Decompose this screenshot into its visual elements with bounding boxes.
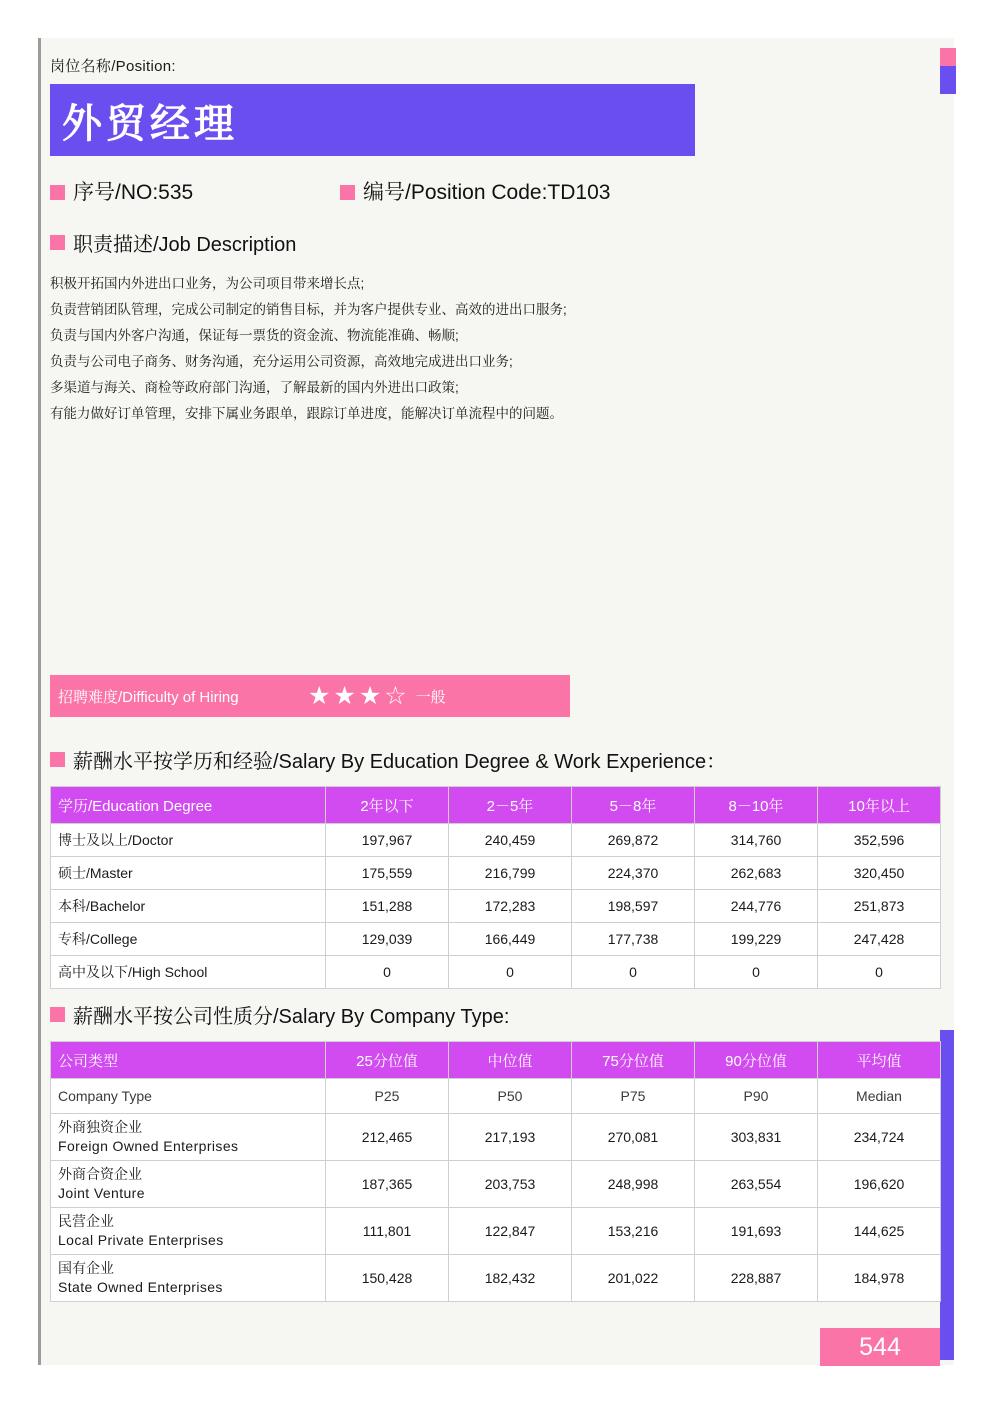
table-row [51, 824, 941, 857]
cell-value: 129,039 [326, 923, 449, 956]
cell-value: 144,625 [818, 1208, 941, 1255]
column-header: 25分位值 [326, 1042, 449, 1079]
cell-value: 150,428 [326, 1255, 449, 1302]
table-row [51, 1114, 941, 1161]
cell-value: 196,620 [818, 1161, 941, 1208]
position-code-item [340, 176, 610, 206]
column-header: 8－10年 [695, 787, 818, 824]
cell-value: 151,288 [326, 890, 449, 923]
cell-value: 0 [449, 956, 572, 989]
cell-value: 177,738 [572, 923, 695, 956]
job-description-line: 负责与国内外客户沟通，保证每一票货的资金流、物流能准确、畅顺; [50, 328, 459, 343]
cell-value: 187,365 [326, 1161, 449, 1208]
salary-by-education-table [50, 786, 941, 989]
pink-square-bullet-icon [340, 185, 355, 200]
job-description-line: 负责营销团队管理，完成公司制定的销售目标，并为客户提供专业、高效的进出口服务; [50, 302, 567, 317]
cell-value: 197,967 [326, 824, 449, 857]
job-description-line: 积极开拓国内外进出口业务，为公司项目带来增长点; [50, 276, 365, 291]
cell-value: 224,370 [572, 857, 695, 890]
cell-value: 217,193 [449, 1114, 572, 1161]
table-row [51, 1208, 941, 1255]
cell-value: 184,978 [818, 1255, 941, 1302]
column-header: 平均值 [818, 1042, 941, 1079]
subheader-label: P50 [449, 1079, 572, 1114]
cell-value: 352,596 [818, 824, 941, 857]
job-description-body [50, 271, 940, 427]
star-rating-icon: ★★★☆ [308, 681, 410, 710]
difficulty-note: 一般 [415, 688, 446, 706]
document-content [50, 55, 940, 1295]
cell-value: 0 [695, 956, 818, 989]
cell-value: 228,887 [695, 1255, 818, 1302]
cell-value: 270,081 [572, 1114, 695, 1161]
row-label-cn: 外商合资企业 [58, 1166, 142, 1182]
cell-value: 175,559 [326, 857, 449, 890]
cell-value: 263,554 [695, 1161, 818, 1208]
column-header: 学历/Education Degree [51, 787, 326, 824]
cell-value: 0 [818, 956, 941, 989]
cell-value: 172,283 [449, 890, 572, 923]
row-label-cn: 民营企业 [58, 1213, 114, 1229]
cell-value: 320,450 [818, 857, 941, 890]
row-label-cn: 外商独资企业 [58, 1119, 142, 1135]
pink-square-bullet-icon [50, 752, 65, 767]
pink-square-bullet-icon [50, 1007, 65, 1022]
cell-value: 303,831 [695, 1114, 818, 1161]
right-edge-pink-marker [940, 48, 956, 66]
page-number-badge: 544 [820, 1328, 940, 1366]
subheader-label: P90 [695, 1079, 818, 1114]
table-subheader-row [51, 1079, 941, 1114]
row-label [51, 1255, 326, 1302]
row-label-en: State Owned Enterprises [58, 1279, 223, 1295]
left-rule-divider [38, 38, 41, 1365]
subheader-label: P25 [326, 1079, 449, 1114]
table-row [51, 923, 941, 956]
right-edge-strip [940, 1030, 954, 1360]
difficulty-label: 招聘难度/Difficulty of Hiring [58, 688, 239, 706]
column-header: 10年以上 [818, 787, 941, 824]
row-label-en: Joint Venture [58, 1185, 145, 1201]
column-header: 5－8年 [572, 787, 695, 824]
identifiers-row [50, 176, 940, 206]
row-label-cn: 国有企业 [58, 1260, 114, 1276]
row-label [51, 1114, 326, 1161]
salary-by-company-type-table [50, 1041, 941, 1302]
table-header-row [51, 1042, 941, 1079]
cell-value: 198,597 [572, 890, 695, 923]
column-header: 中位值 [449, 1042, 572, 1079]
row-label: 本科/Bachelor [51, 890, 326, 923]
row-label: 博士及以上/Doctor [51, 824, 326, 857]
cell-value: 240,459 [449, 824, 572, 857]
position-title-bar [50, 84, 695, 156]
column-header: 公司类型 [51, 1042, 326, 1079]
row-label [51, 1161, 326, 1208]
job-description-heading [50, 228, 940, 257]
cell-value: 122,847 [449, 1208, 572, 1255]
table-header-row [51, 787, 941, 824]
table-row [51, 956, 941, 989]
cell-value: 153,216 [572, 1208, 695, 1255]
table-row [51, 857, 941, 890]
cell-value: 248,998 [572, 1161, 695, 1208]
cell-value: 269,872 [572, 824, 695, 857]
page-title: 外贸经理 [62, 101, 238, 146]
cell-value: 191,693 [695, 1208, 818, 1255]
row-label: 高中及以下/High School [51, 956, 326, 989]
position-code-label: 编号/Position Code:TD103 [363, 181, 611, 204]
cell-value: 182,432 [449, 1255, 572, 1302]
row-label: 硕士/Master [51, 857, 326, 890]
table-row [51, 1255, 941, 1302]
cell-value: 251,873 [818, 890, 941, 923]
job-description-line: 多渠道与海关、商检等政府部门沟通，了解最新的国内外进出口政策; [50, 380, 459, 395]
cell-value: 262,683 [695, 857, 818, 890]
salary-by-company-type-heading-text: 薪酬水平按公司性质分/Salary By Company Type: [73, 1006, 510, 1028]
row-label-en: Foreign Owned Enterprises [58, 1138, 239, 1154]
row-label-en: Local Private Enterprises [58, 1232, 224, 1248]
salary-by-company-type-heading [50, 1000, 940, 1029]
job-description-line: 有能力做好订单管理，安排下属业务跟单，跟踪订单进度，能解决订单流程中的问题。 [50, 406, 563, 421]
cell-value: 203,753 [449, 1161, 572, 1208]
table-row [51, 1161, 941, 1208]
column-header: 90分位值 [695, 1042, 818, 1079]
salary-by-education-heading [50, 745, 940, 774]
cell-value: 201,022 [572, 1255, 695, 1302]
subheader-label: Median [818, 1079, 941, 1114]
job-description-line: 负责与公司电子商务、财务沟通，充分运用公司资源，高效地完成进出口业务; [50, 354, 513, 369]
difficulty-of-hiring-banner [50, 675, 570, 717]
cell-value: 314,760 [695, 824, 818, 857]
cell-value: 234,724 [818, 1114, 941, 1161]
cell-value: 247,428 [818, 923, 941, 956]
salary-by-company-type-section [50, 1000, 940, 1302]
cell-value: 244,776 [695, 890, 818, 923]
column-header: 75分位值 [572, 1042, 695, 1079]
subheader-label: Company Type [51, 1079, 326, 1114]
table-row [51, 890, 941, 923]
subheader-label: P75 [572, 1079, 695, 1114]
cell-value: 111,801 [326, 1208, 449, 1255]
job-description-heading-text: 职责描述/Job Description [73, 234, 297, 256]
pink-square-bullet-icon [50, 235, 65, 250]
serial-number-item [50, 176, 340, 206]
salary-by-education-heading-text: 薪酬水平按学历和经验/Salary By Education Degree & Work Experience： [73, 751, 727, 773]
cell-value: 216,799 [449, 857, 572, 890]
column-header: 2－5年 [449, 787, 572, 824]
cell-value: 0 [326, 956, 449, 989]
cell-value: 199,229 [695, 923, 818, 956]
position-label: 岗位名称/Position: [50, 58, 176, 75]
row-label [51, 1208, 326, 1255]
serial-number-label: 序号/NO:535 [73, 181, 194, 204]
salary-by-education-section [50, 745, 940, 989]
cell-value: 166,449 [449, 923, 572, 956]
cell-value: 212,465 [326, 1114, 449, 1161]
pink-square-bullet-icon [50, 185, 65, 200]
cell-value: 0 [572, 956, 695, 989]
column-header: 2年以下 [326, 787, 449, 824]
row-label: 专科/College [51, 923, 326, 956]
